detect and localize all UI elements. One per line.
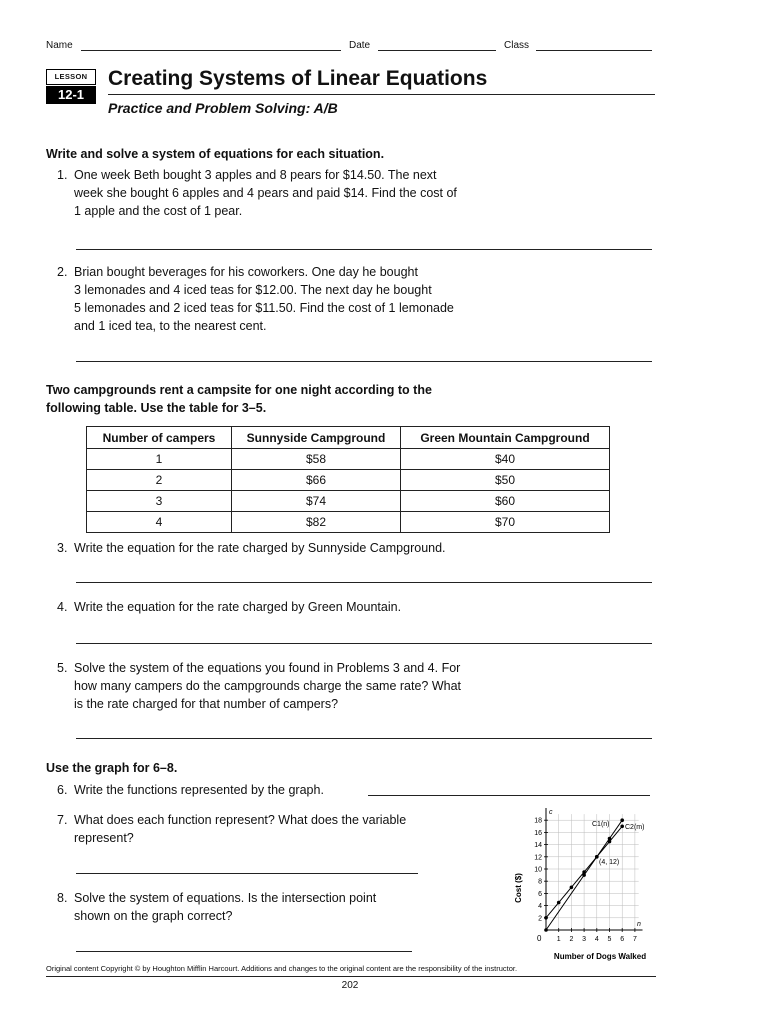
table-row [87,491,610,512]
problem-7-number: 7. [57,813,68,827]
graph-origin-label: 0 [537,934,542,943]
table-cell: $66 [232,470,401,491]
problem-2-text: Brian bought beverages for his coworkers. One day he bought 3 lemonades and 4 iced teas for $12.00. The next day he bought 5 lemonades and 2 iced teas for $11.50. Find the cost of 1 lemonade and 1 iced tea, to the nearest cent. [74,265,454,333]
footer-copyright: Original content Copyright © by Houghton Mifflin Harcourt. Additions and changes to the original content are the responsibility of the instructor. [46,964,518,973]
section2-instruction: Two campgrounds rent a campsite for one night according to the following table. Use the table for 3–5. [46,383,432,415]
table-row [87,449,610,470]
campground-table [86,426,610,533]
problem-8-number: 8. [57,891,68,905]
problem-6-answer-line[interactable] [368,795,650,796]
y-tick-label: 8 [538,878,542,886]
graph-point-label: (4, 12) [599,859,620,866]
series-point-1 [557,901,561,905]
series-point-1 [544,916,548,920]
title-rule [108,94,655,95]
problem-5-number: 5. [57,661,68,675]
y-tick-label: 6 [538,890,542,898]
x-tick-label: 2 [569,936,574,943]
problem-7-answer-line[interactable] [76,873,418,874]
problem-6-number: 6. [57,783,68,797]
table-cell: $40 [401,449,610,470]
series-point-2 [620,818,624,822]
table-cell: $60 [401,491,610,512]
problem-4-text: Write the equation for the rate charged by Green Mountain. [74,600,402,614]
x-tick-label: 4 [594,936,599,943]
name-field[interactable] [81,50,341,51]
x-tick-label: 1 [556,936,561,943]
page-number: 202 [341,980,359,991]
problem-5-answer-line[interactable] [76,738,652,739]
table-row [87,512,610,533]
table-row [87,470,610,491]
date-field[interactable] [378,50,496,51]
problem-8-text: Solve the system of equations. Is the intersection point shown on the graph correct? [74,891,377,923]
graph-x-label: Number of Dogs Walked [553,952,647,961]
class-label: Class [504,40,530,51]
table-cell: $82 [232,512,401,533]
table-cell: 2 [87,470,232,491]
problem-3-text: Write the equation for the rate charged by Sunnyside Campground. [74,541,446,555]
y-tick-label: 12 [534,854,542,862]
series-point-1 [620,825,624,829]
table-cell: $70 [401,512,610,533]
problem-4-answer-line[interactable] [76,643,652,644]
table-cell: $58 [232,449,401,470]
problem-1-answer-line[interactable] [76,249,652,250]
table-header: Number of campers [87,427,232,449]
graph-func1-label: C1(n) [592,821,610,828]
graph-func2-label: C2(m) [625,824,645,831]
page-title: Creating Systems of Linear Equations [108,67,488,90]
problem-3-number: 3. [57,541,68,555]
y-tick-label: 10 [534,866,542,874]
x-tick-label: 7 [632,936,637,943]
series-point-1 [570,886,574,890]
name-label: Name [46,40,73,51]
dogs-graph [508,800,658,965]
section1-instruction: Write and solve a system of equations for each situation. [46,147,385,161]
graph-x-var: n [637,921,641,928]
series-point-2 [608,837,612,841]
y-tick-label: 4 [538,903,542,911]
y-tick-label: 2 [538,915,542,923]
lesson-badge [46,69,96,103]
graph-y-var: c [549,809,553,816]
x-tick-label: 6 [620,936,625,943]
x-tick-label: 5 [607,936,612,943]
page-subtitle: Practice and Problem Solving: A/B [108,100,338,116]
x-tick-label: 3 [582,936,587,943]
problem-1-text: One week Beth bought 3 apples and 8 pears for $14.50. The next week she bought 6 apples and 4 pears and paid $14. Find the cost of 1 apple and the cost of 1 pear. [74,168,457,218]
table-header: Green Mountain Campground [401,427,610,449]
graph-grid [546,814,639,930]
table-cell: 1 [87,449,232,470]
problem-2-number: 2. [57,265,68,279]
table-cell: $50 [401,470,610,491]
y-tick-label: 14 [534,842,542,850]
table-cell: $74 [232,491,401,512]
y-tick-label: 18 [534,817,542,825]
lesson-badge-label: LESSON [46,69,96,85]
problem-3-answer-line[interactable] [76,582,652,583]
y-tick-label: 16 [534,829,542,837]
date-label: Date [349,40,371,51]
problem-8-answer-line[interactable] [76,951,412,952]
problem-4-number: 4. [57,600,68,614]
series-point-2 [582,873,586,877]
class-field[interactable] [536,50,652,51]
problem-2-answer-line[interactable] [76,361,652,362]
problem-1-number: 1. [57,168,68,182]
graph-y-label: Cost ($) [514,873,523,903]
problem-7-text: What does each function represent? What does the variable represent? [74,813,407,845]
problem-6-text: Write the functions represented by the graph. [74,783,324,797]
series-point-2 [544,928,548,932]
table-cell: 3 [87,491,232,512]
problem-5-text: Solve the system of the equations you found in Problems 3 and 4. For how many campers do the campgrounds charge the same rate? What is the rate charged for that number of campers? [74,661,462,711]
table-header-row [87,427,610,449]
table-cell: 4 [87,512,232,533]
footer-rule [46,976,656,977]
section3-instruction: Use the graph for 6–8. [46,761,178,775]
lesson-number: 12-1 [46,86,96,104]
table-header: Sunnyside Campground [232,427,401,449]
